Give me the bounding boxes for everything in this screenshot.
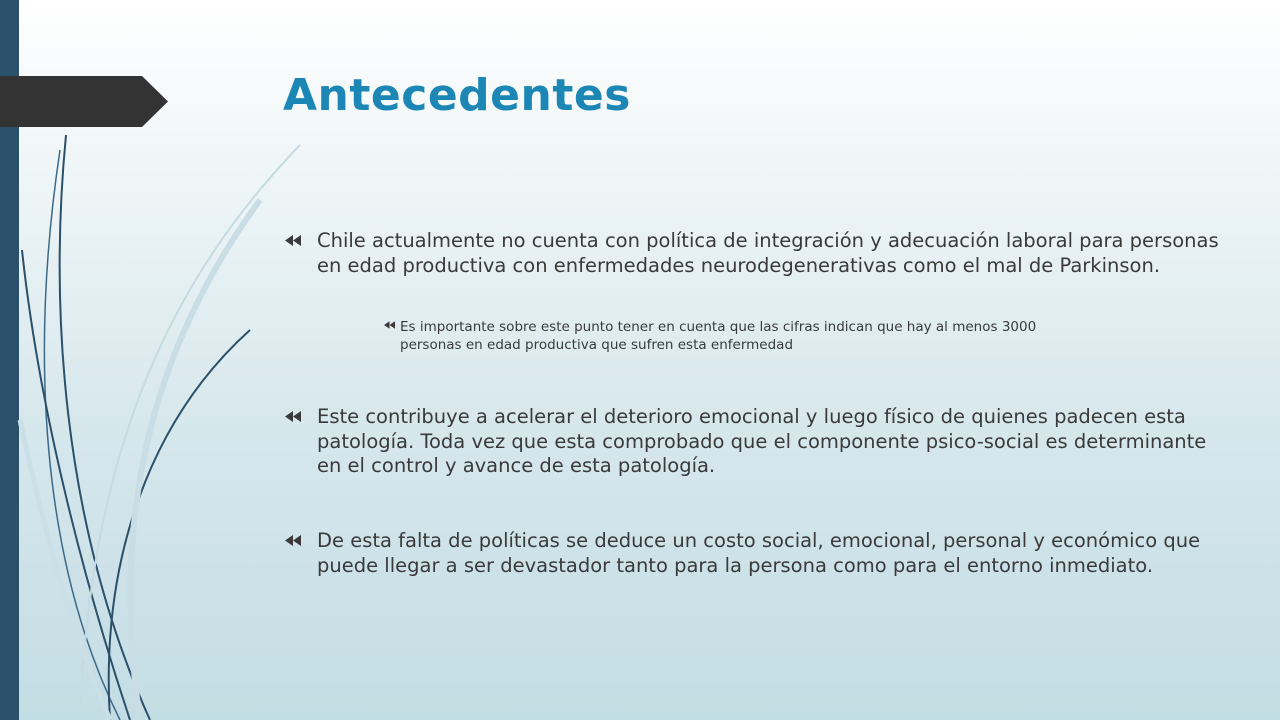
bullet-3 (285, 529, 1225, 578)
bullet-1 (285, 229, 1225, 278)
bullet-2 (285, 405, 1225, 479)
slide-title: Antecedentes (283, 70, 631, 121)
bullet-1-text: Chile actualmente no cuenta con política de integración y adecuación laboral para personas en edad productiva con enfermedades neurodegenerativas como el mal de Parkinson. (317, 229, 1219, 277)
title-tab (0, 76, 168, 127)
rewind-arrow-icon (285, 529, 317, 578)
sub-bullet-1 (384, 318, 1044, 354)
rewind-arrow-icon (285, 229, 317, 278)
rewind-arrow-icon (384, 318, 400, 354)
bullet-3-text: De esta falta de políticas se deduce un costo social, emocional, personal y económico que puede llegar a ser devastador tanto para la persona como para el entorno inmediato. (317, 529, 1201, 577)
sub-bullet-1-text: Es importante sobre este punto tener en cuenta que las cifras indican que hay al menos 3000 personas en edad productiva que sufren esta enfermedad (400, 319, 1037, 353)
bullet-2-text: Este contribuye a acelerar el deterioro emocional y luego físico de quienes padecen esta patología. Toda vez que esta comprobado que el componente psico-social es determinante en el control y avance de esta patología. (317, 405, 1207, 477)
rewind-arrow-icon (285, 405, 317, 479)
